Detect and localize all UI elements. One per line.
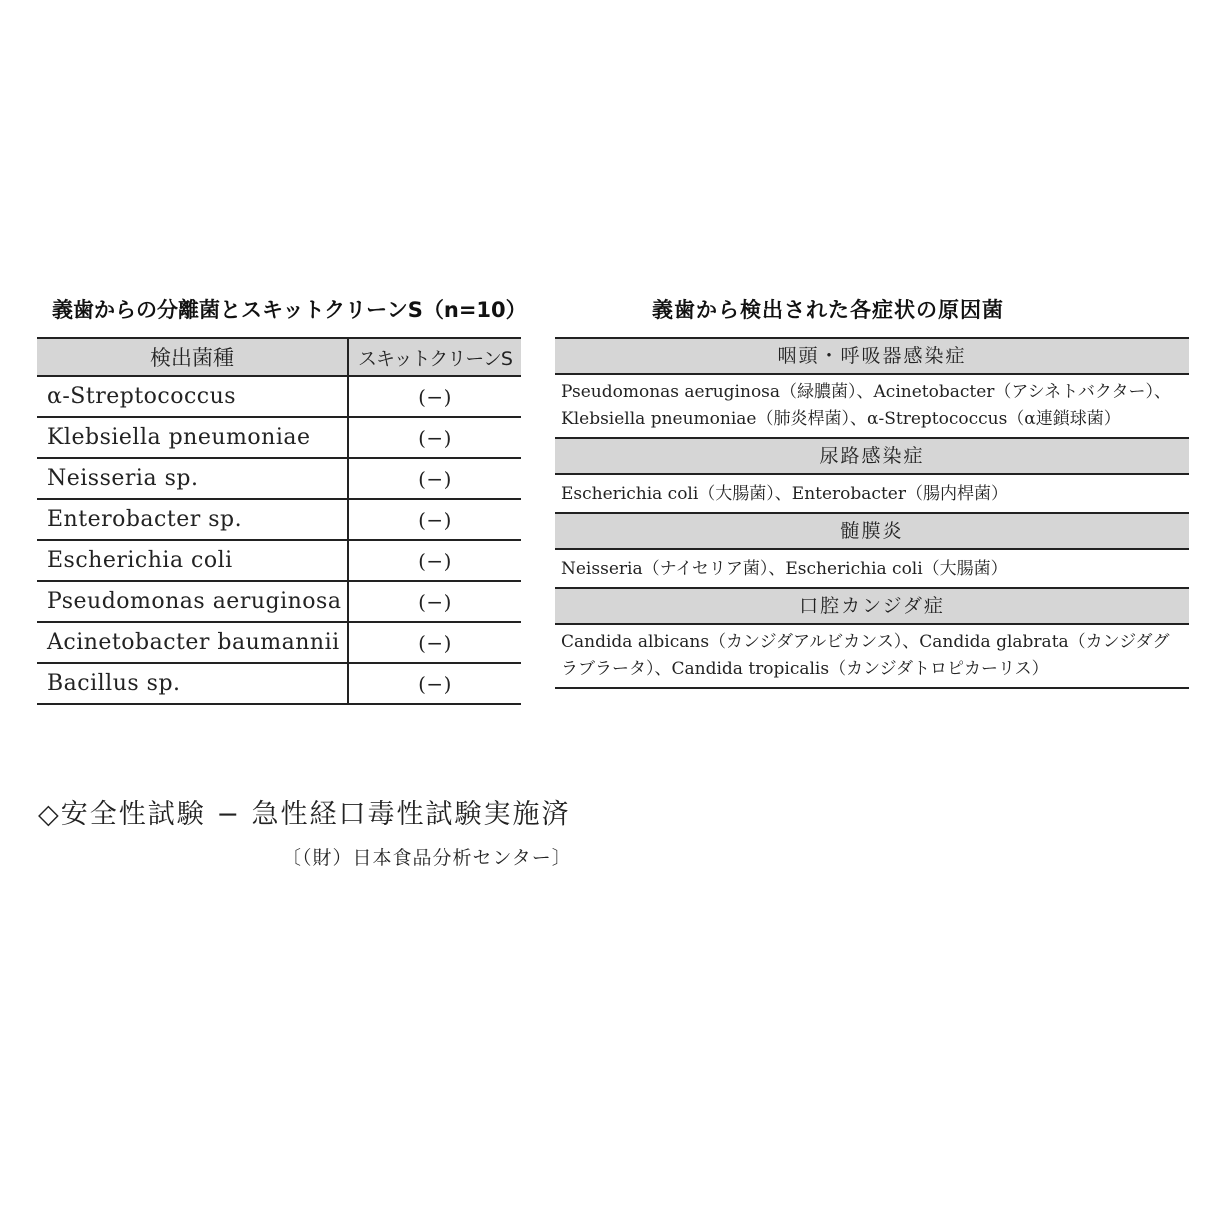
species-cell: α-Streptococcus: [37, 376, 348, 417]
table-row: [37, 458, 521, 499]
result-cell: (−): [348, 540, 521, 581]
result-cell: (−): [348, 376, 521, 417]
isolated-bacteria-table: [37, 337, 521, 705]
left-table-title: 義歯からの分離菌とスキットクリーンS（n=10）: [52, 298, 527, 322]
table-row: [37, 622, 521, 663]
section-heading-candidiasis: 口腔カンジダ症: [555, 589, 1189, 625]
result-cell: (−): [348, 458, 521, 499]
right-table-title: 義歯から検出された各症状の原因菌: [652, 298, 1004, 322]
species-cell: Neisseria sp.: [37, 458, 348, 499]
result-cell: (−): [348, 417, 521, 458]
header-product: スキットクリーンS: [348, 338, 521, 376]
species-cell: Bacillus sp.: [37, 663, 348, 704]
result-cell: (−): [418, 671, 452, 696]
table-row: [37, 417, 521, 458]
table-row: [37, 663, 521, 704]
causative-bacteria-table: [555, 337, 1189, 689]
section-heading-respiratory: 咽頭・呼吸器感染症: [555, 339, 1189, 375]
species-cell: Acinetobacter baumannii: [37, 622, 348, 663]
table-row: [37, 540, 521, 581]
section-body-respiratory: Pseudomonas aeruginosa（緑膿菌）、Acinetobacter（アシネトバクター）、Klebsiella pneumoniae（肺炎桿菌）、α-Streptococcus（α連鎖球菌）: [555, 375, 1189, 439]
species-cell: Escherichia coli: [37, 540, 348, 581]
section-body-candidiasis: Candida albicans（カンジダアルビカンス）、Candida glabrata（カンジダグラブラータ）、Candida tropicalis（カンジダトロピカーリス）: [561, 632, 1170, 679]
species-cell: Enterobacter sp.: [37, 499, 348, 540]
section-body-urinary: Escherichia coli（大腸菌）、Enterobacter（腸内桿菌）: [555, 475, 1189, 514]
species-cell: Pseudomonas aeruginosa: [37, 581, 348, 622]
table-row: [37, 376, 521, 417]
table-row: [37, 499, 521, 540]
species-cell: Klebsiella pneumoniae: [37, 417, 348, 458]
table-row: [37, 581, 521, 622]
result-cell: (−): [348, 581, 521, 622]
section-body-meningitis: Neisseria（ナイセリア菌）、Escherichia coli（大腸菌）: [555, 550, 1189, 589]
section-heading-urinary: 尿路感染症: [555, 439, 1189, 475]
header-species: 検出菌種: [37, 338, 348, 376]
section-heading-meningitis: 髄膜炎: [555, 514, 1189, 550]
safety-test-note: 〔（財）日本食品分析センター〕: [282, 847, 572, 869]
safety-test-title: ◇安全性試験 − 急性経口毒性試験実施済: [38, 799, 571, 830]
table-header-row: [37, 338, 521, 376]
result-cell: (−): [348, 499, 521, 540]
result-cell: (−): [348, 622, 521, 663]
